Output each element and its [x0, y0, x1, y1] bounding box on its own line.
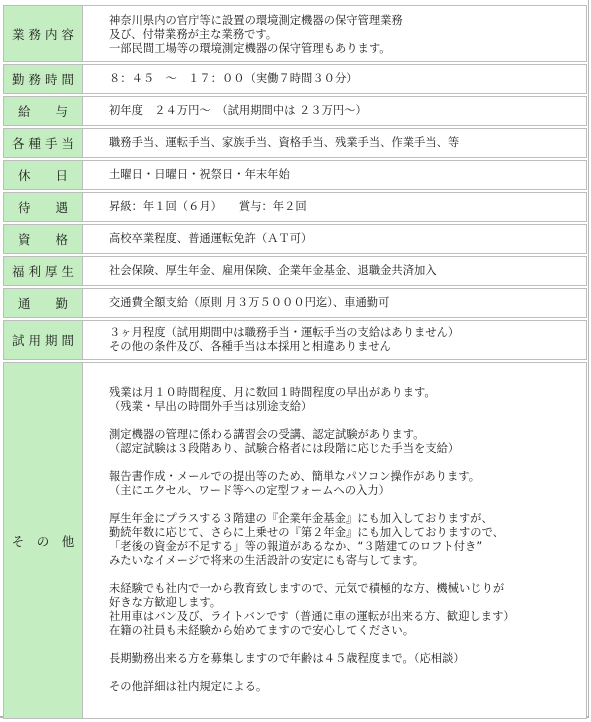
row-welfare	[3, 256, 587, 286]
row-label: そ の 他	[3, 362, 83, 719]
row-allowances	[3, 128, 587, 158]
row-value: 初年度 ２４万円～ （試用期間中は ２３万円～）	[83, 96, 587, 126]
row-business-content	[3, 5, 587, 62]
blank-line	[109, 498, 586, 512]
row-label: 勤 務 時 間	[3, 64, 83, 94]
row-trial-period	[3, 320, 587, 360]
row-label: 待 遇	[3, 192, 83, 222]
blank-line	[109, 666, 586, 680]
row-label: 各 種 手 当	[3, 128, 83, 158]
row-label: 業 務 内 容	[3, 5, 83, 62]
blank-line	[109, 568, 586, 582]
row-qualifications	[3, 224, 587, 254]
row-value: 残業は月１０時間程度、月に数回１時間程度の早出があります。 （残業・早出の時間外手当は別途支給） 測定機器の管理に係わる講習会の受講、認定試験があります。 （認定試験は３段階あり、試験合格者には段階に応じた手当を支給） 報告書作成・メールでの提出等のため、簡単なパソコン操作があります。 （主にエクセル、ワード等への定型フォームへの入力） 厚生年金にプラスする３階建の『企業年金基金』にも加入しておりますが、 勤続年数に応じて、さらに上乗せの『第２年金』にも加入しておりますので、 「老後の資金が不足する」等の報道があるなか、“３階建てのロフト付き” みたいなイメージで将来の生活設計の安定にも寄与してます。 未経験でも社内で一から教育致しますので、元気で積極的な方、機械いじりが 好きな方歓迎します。 社用車はバン及び、ライトバンです（普通に車の運転が出来る方、歓迎します） 在籍の社員も未経験から始めてますので安心してください。 長期勤務出来る方を募集しますので年齢は４５歳程度まで。（応相談） その他詳細は社内規定による。	[83, 362, 587, 719]
row-label: 給 与	[3, 96, 83, 126]
row-label: 試 用 期 間	[3, 320, 83, 360]
row-commute	[3, 288, 587, 318]
row-label: 通 勤	[3, 288, 83, 318]
blank-line	[109, 456, 586, 470]
row-holidays	[3, 160, 587, 190]
row-treatment	[3, 192, 587, 222]
blank-line	[109, 638, 586, 652]
row-value: 昇級：年１回（６月） 賞与：年２回	[83, 192, 587, 222]
row-value: 神奈川県内の官庁等に設置の環境測定機器の保守管理業務 及び、付帯業務が主な業務です。 一部民間工場等の環境測定機器の保守管理もあります。	[83, 5, 587, 62]
row-label: 福 利 厚 生	[3, 256, 83, 286]
row-other	[3, 362, 587, 719]
row-value: 社会保険、厚生年金、雇用保険、企業年金基金、退職金共済加入	[83, 256, 587, 286]
blank-line	[109, 414, 586, 428]
job-requirements-table	[3, 3, 587, 721]
row-salary	[3, 96, 587, 126]
row-value: ３ヶ月程度（試用期間中は職務手当・運転手当の支給はありません） その他の条件及び、各種手当は本採用と相違ありません	[83, 320, 587, 360]
row-value: 土曜日・日曜日・祝祭日・年末年始	[83, 160, 587, 190]
row-working-hours	[3, 64, 587, 94]
row-value: 交通費全額支給（原則 月３万５０００円迄）、車通勤可	[83, 288, 587, 318]
row-value: ８：４５ ～ １７：００（実働７時間３０分）	[83, 64, 587, 94]
row-value: 高校卒業程度、普通運転免許（ＡＴ可）	[83, 224, 587, 254]
row-label: 休 日	[3, 160, 83, 190]
row-value: 職務手当、運転手当、家族手当、資格手当、残業手当、作業手当、等	[83, 128, 587, 158]
row-label: 資 格	[3, 224, 83, 254]
